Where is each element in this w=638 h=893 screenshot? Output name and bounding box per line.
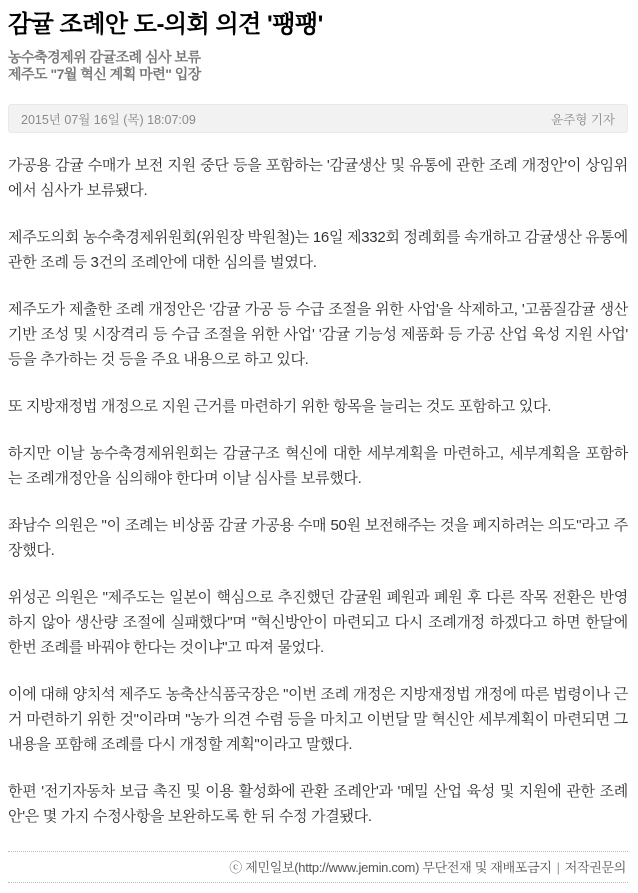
footer-separator: | [556, 860, 560, 875]
article-meta-bar [8, 104, 628, 133]
article-footer [8, 851, 628, 883]
article-paragraph-9: 한편 '전기자동차 보급 촉진 및 이용 활성화에 관환 조례안'과 '메밀 산업 육성 및 지원에 관한 조례안'은 몇 가지 수정사항을 보완하도록 한 뒤 수정 가결됐다. [8, 783, 628, 825]
article-paragraph-4: 또 지방재정법 개정으로 지원 근거를 마련하기 위한 항목을 늘리는 것도 포함하고 있다. [8, 398, 552, 415]
copyright-inquiry-link[interactable]: 저작권문의 [564, 860, 626, 875]
article-paragraph-2: 제주도의회 농수축경제위원회(위원장 박원철)는 16일 제332회 정례회를 속개하고 감귤생산 유통에 관한 조례 등 3건의 조례안에 대한 심의를 벌였다. [8, 229, 628, 271]
reporter-name: 윤주형 기자 [551, 112, 615, 127]
article-subtitle [8, 49, 628, 83]
article-body [8, 153, 628, 829]
article-paragraph-7: 위성곤 의원은 "제주도는 일본이 핵심으로 추진했던 감귤원 폐원과 폐원 후 다른 작목 전환은 반영하지 않아 생산량 조절에 실패했다"며 "혁신방안이 마련되고 다시 조례개정 하겠다고 하면 한달에 한번 조례를 바꿔야 한다는 것이냐"고 따져 물었다. [8, 589, 628, 656]
subtitle-line-2: 제주도 "7월 혁신 계획 마련" 입장 [8, 66, 201, 82]
article-paragraph-6: 좌남수 의원은 "이 조례는 비상품 감귤 가공용 수매 50원 보전해주는 것을 폐지하려는 의도"라고 주장했다. [8, 517, 628, 559]
article-paragraph-3: 제주도가 제출한 조례 개정안은 '감귤 가공 등 수급 조절을 위한 사업'을 삭제하고, '고품질감귤 생산기반 조성 및 시장격리 등 수급 조절을 위한 사업' '감귤 기능성 제품화 등 가공 산업 육성 지원 사업' 등을 추가하는 것 등을 주요 내용으로 하고 있다. [8, 301, 628, 368]
article-paragraph-8: 이에 대해 양치석 제주도 농축산식품국장은 "이번 조례 개정은 지방재정법 개정에 따른 법령이나 근거 마련하기 위한 것"이라며 "농가 의견 수렴 등을 마치고 이번달 말 혁신안 세부계획이 마련되면 그 내용을 포함해 조례를 다시 개정할 계획"이라고 말했다. [8, 686, 628, 753]
article-paragraph-1: 가공용 감귤 수매가 보전 지원 중단 등을 포함하는 '감귤생산 및 유통에 관한 조례 개정안'이 상임위에서 심사가 보류됐다. [8, 157, 628, 199]
copyright-text: ⓒ 제민일보(http://www.jemin.com) 무단전재 및 재배포금지 [229, 860, 552, 875]
subtitle-line-1: 농수축경제위 감귤조례 심사 보류 [8, 49, 201, 65]
publish-datetime: 2015년 07월 16일 (목) 18:07:09 [21, 112, 196, 127]
article-paragraph-5: 하지만 이날 농수축경제위원회는 감귤구조 혁신에 대한 세부계획을 마련하고, 세부계획을 포함하는 조례개정안을 심의해야 한다며 이날 심사를 보류했다. [8, 445, 628, 487]
article-title: 감귤 조례안 도-의회 의견 '팽팽' [8, 11, 323, 38]
